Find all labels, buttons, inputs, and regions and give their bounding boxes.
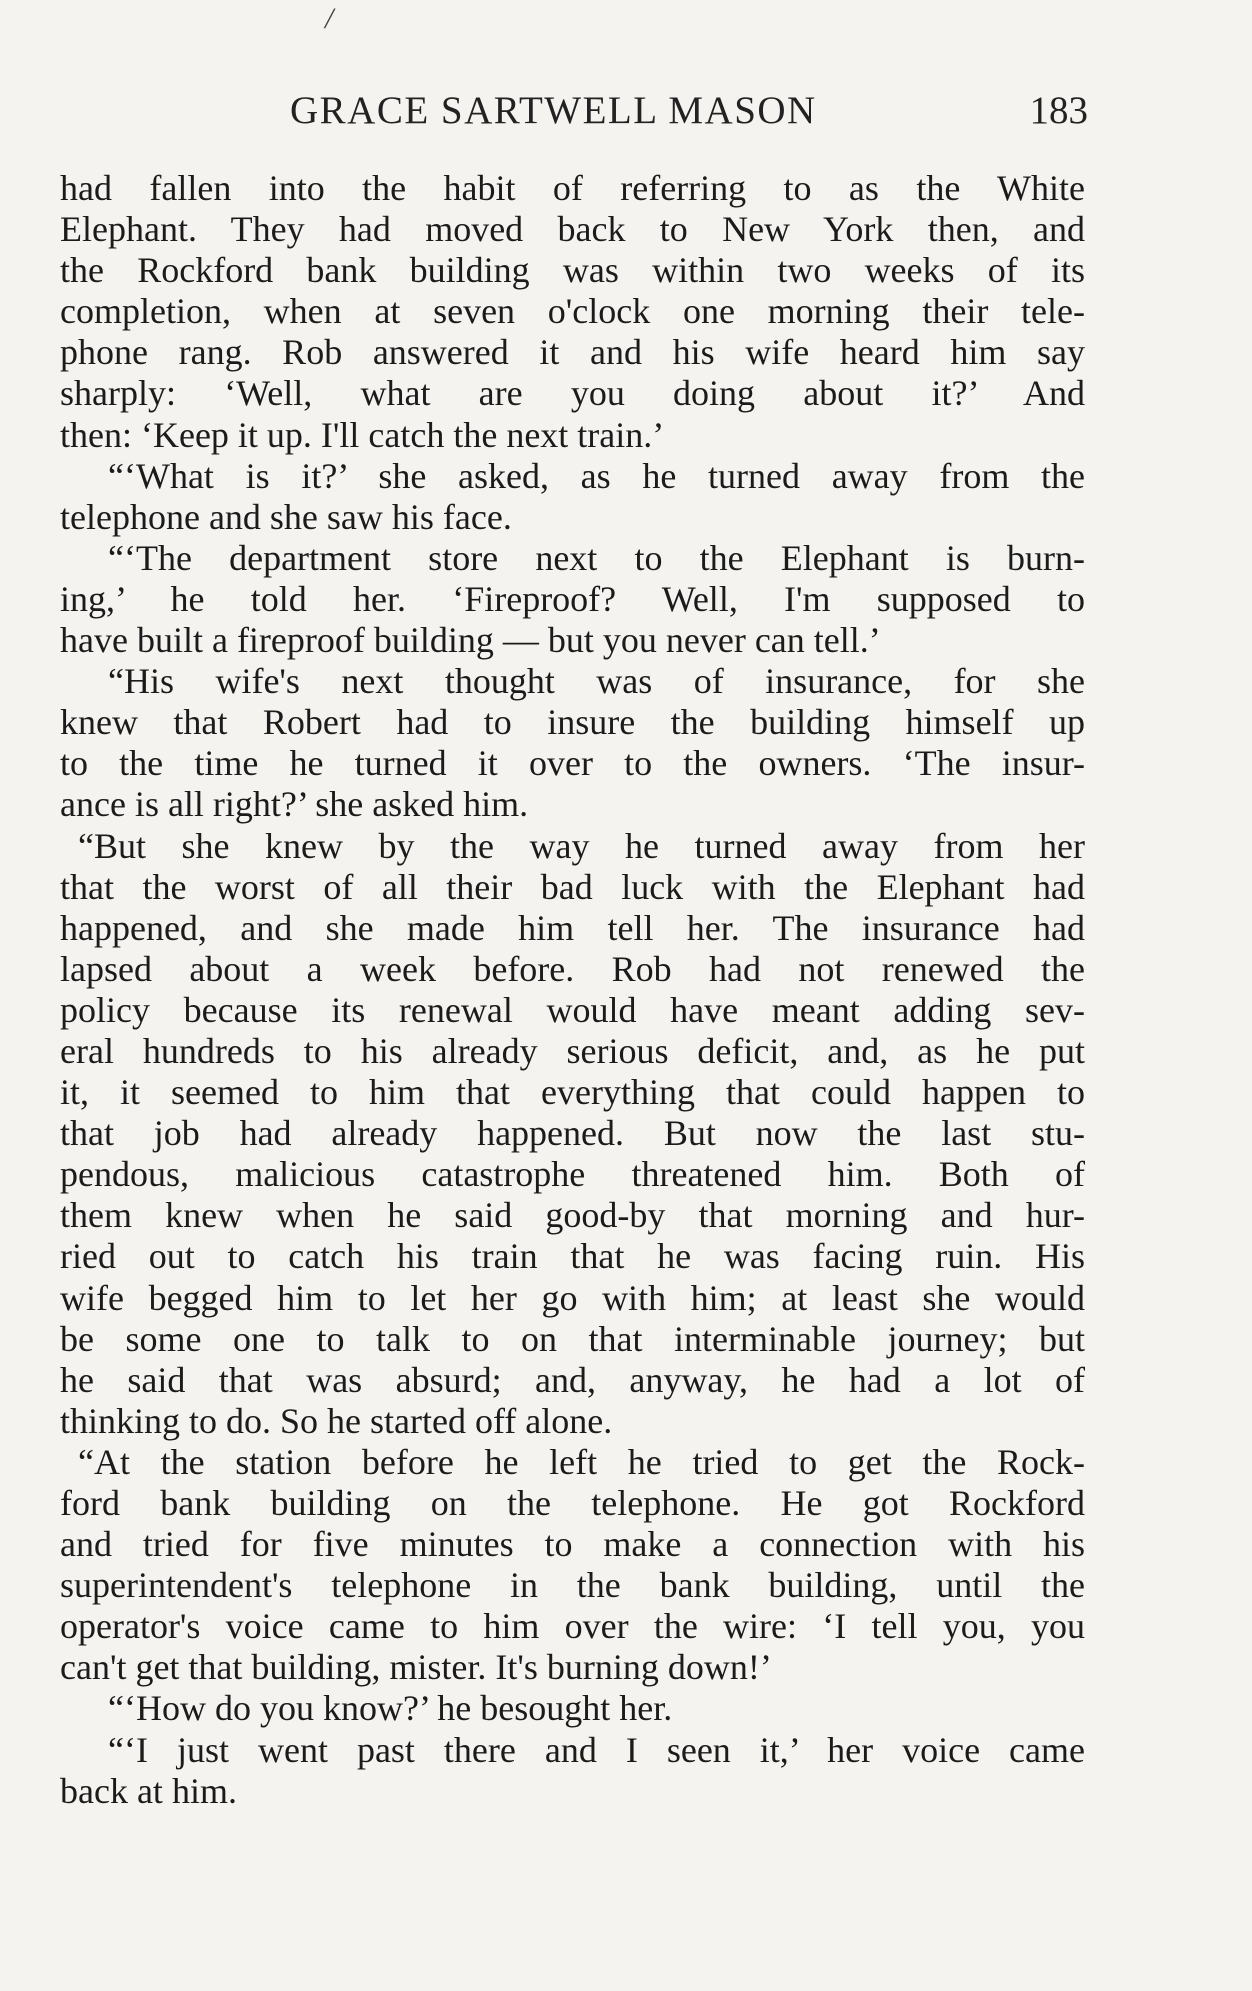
- text-line: that job had already happened. But now the last stu-: [60, 1113, 1085, 1154]
- text-line: “‘What is it?’ she asked, as he turned away from the: [108, 455, 1085, 496]
- text-line: “But she knew by the way he turned away from her: [78, 825, 1085, 866]
- text-line: then: ‘Keep it up. I'll catch the next train.’: [60, 414, 665, 455]
- text-line: have built a fireproof building — but you never can tell.’: [60, 620, 881, 661]
- running-head-title: GRACE SARTWELL MASON: [290, 89, 817, 132]
- text-line: can't get that building, mister. It's burning down!’: [60, 1647, 772, 1688]
- text-line: and tried for five minutes to make a connection with his: [60, 1524, 1085, 1565]
- body-text: [60, 168, 1085, 1812]
- text-line: Elephant. They had moved back to New York then, and: [60, 209, 1085, 250]
- text-line: it, it seemed to him that everything that could happen to: [60, 1072, 1085, 1113]
- text-line: ing,’ he told her. ‘Fireproof? Well, I'm supposed to: [60, 578, 1085, 619]
- text-line: “‘How do you know?’ he besought her.: [108, 1688, 673, 1729]
- text-line: knew that Robert had to insure the building himself up: [60, 702, 1085, 743]
- text-line: ford bank building on the telephone. He got Rockford: [60, 1483, 1085, 1523]
- text-line: pendous, malicious catastrophe threatened him. Both of: [60, 1154, 1085, 1195]
- text-line: “His wife's next thought was of insurance, for she: [108, 661, 1085, 702]
- text-line: “‘The department store next to the Elephant is burn-: [108, 537, 1085, 578]
- stray-pencil-mark: /: [325, 2, 334, 35]
- text-line: ance is all right?’ she asked him.: [60, 784, 529, 825]
- text-line: back at him.: [60, 1770, 237, 1811]
- text-line: wife begged him to let her go with him; at least she would: [60, 1277, 1085, 1318]
- text-line: sharply: ‘Well, what are you doing about it?’ And: [60, 373, 1085, 414]
- text-line: superintendent's telephone in the bank building, until the: [60, 1565, 1085, 1606]
- text-line: “‘I just went past there and I seen it,’ her voice came: [108, 1729, 1085, 1770]
- text-line: operator's voice came to him over the wire: ‘I tell you, you: [60, 1606, 1085, 1647]
- text-line: he said that was absurd; and, anyway, he had a lot of: [60, 1359, 1085, 1400]
- text-line: “At the station before he left he tried to get the Rock-: [78, 1441, 1085, 1482]
- text-line: phone rang. Rob answered it and his wife heard him say: [60, 332, 1085, 373]
- text-line: policy because its renewal would have meant adding sev-: [60, 989, 1085, 1030]
- text-line: that the worst of all their bad luck with the Elephant had: [60, 866, 1085, 907]
- text-line: thinking to do. So he started off alone.: [60, 1400, 613, 1441]
- text-line: completion, when at seven o'clock one morning their tele-: [60, 291, 1085, 332]
- text-line: to the time he turned it over to the owners. ‘The insur-: [60, 743, 1085, 784]
- text-line: be some one to talk to on that interminable journey; but: [60, 1318, 1085, 1359]
- text-line: ried out to catch his train that he was facing ruin. His: [60, 1236, 1085, 1277]
- running-head: [290, 88, 1088, 138]
- text-line: had fallen into the habit of referring to as the White: [60, 168, 1085, 208]
- text-line: lapsed about a week before. Rob had not renewed the: [60, 948, 1085, 989]
- text-line: eral hundreds to his already serious deficit, and, as he put: [60, 1030, 1085, 1071]
- page-number: 183: [1029, 89, 1088, 132]
- text-line: happened, and she made him tell her. The insurance had: [60, 907, 1085, 948]
- text-line: the Rockford bank building was within two weeks of its: [60, 250, 1085, 291]
- text-line: telephone and she saw his face.: [60, 496, 512, 537]
- text-line: them knew when he said good-by that morning and hur-: [60, 1195, 1085, 1236]
